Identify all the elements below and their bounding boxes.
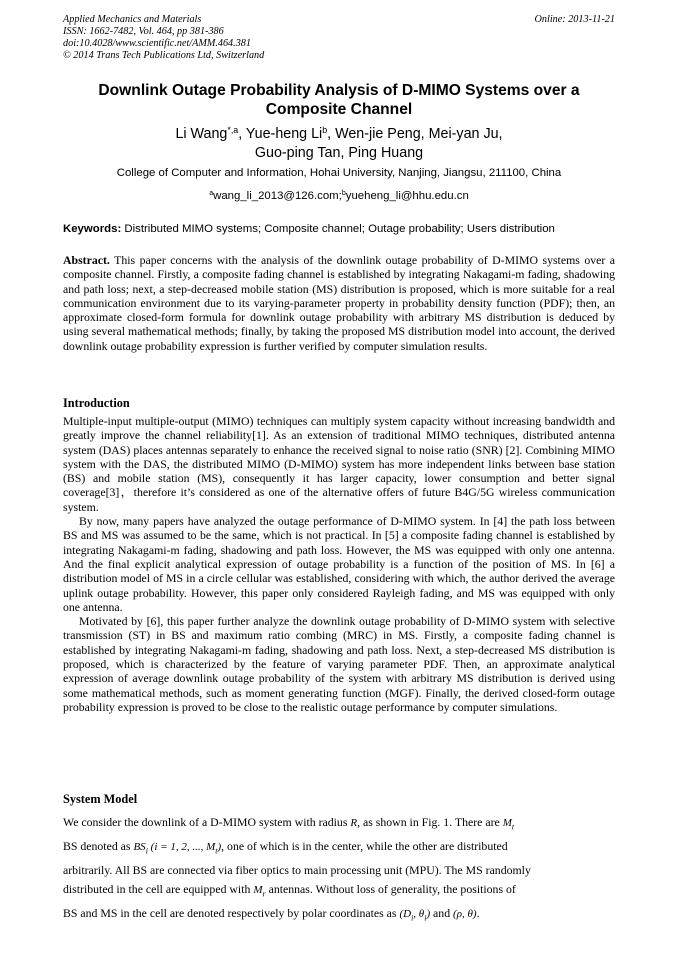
introduction-heading: Introduction: [63, 396, 130, 410]
email-b: yueheng_li@hhu.edu.cn: [345, 190, 469, 202]
mt-symbol: M: [502, 817, 512, 829]
paper-title: [63, 81, 615, 119]
affiliation: College of Computer and Information, Hohai University, Nanjing, Jiangsu, 211100, China: [116, 167, 562, 179]
keywords-text: Distributed MIMO systems; Composite channel; Outage probability; Users distribution: [121, 223, 555, 235]
sm-text-1b: , as shown in Fig. 1. There are: [357, 815, 503, 829]
journal-header: [63, 14, 615, 62]
bs-coord-end: ): [426, 908, 431, 921]
sm-and: and: [430, 906, 454, 921]
sm-text-2a: BS denoted as: [63, 838, 134, 853]
sm-period: .: [476, 906, 480, 921]
sm-text-2b: , one of which is in the center, while the other are distributed: [221, 838, 508, 853]
title-line-1: Downlink Outage Probability Analysis of D-MIMO Systems over a: [98, 82, 580, 99]
email-a: wang_li_2013@126.com;: [213, 190, 342, 202]
journal-issn: ISSN: 1662-7482, Vol. 464, pp 381-386: [63, 26, 224, 37]
sm-text-5a: BS and MS in the cell are denoted respectively by polar coordinates as: [63, 906, 400, 921]
email-a-mark: a: [209, 190, 214, 198]
journal-name: Applied Mechanics and Materials: [63, 14, 202, 25]
ms-coord: (ρ, θ): [453, 908, 477, 921]
sm-line-5: [63, 904, 615, 928]
bs-coord: (D: [399, 908, 412, 921]
sm-text-4a: distributed in the cell are equipped with: [63, 882, 254, 897]
mr-symbol: M: [253, 884, 263, 897]
keywords: [63, 222, 615, 236]
bs-index-range: (i = 1, 2, ..., M: [147, 840, 216, 853]
author-1-name: Li Wang: [175, 126, 228, 142]
keywords-label: Keywords:: [63, 223, 122, 235]
journal-copyright: © 2014 Trans Tech Publications Ltd, Switzerland: [63, 50, 265, 61]
abstract-text: This paper concerns with the analysis of the downlink outage probability of D-MIMO systems over a composite channel. Firstly, a composite fading channel is established by integrating Nakagami-m fading, shadowing and path loss; next, a step-decreased mobile station (MS) distribution is proposed, which is more suitable for a real communication environment due to its varying-parameter property in probability density function (PDF); then, an approximate closed-form formula for downlink outage probability with arbitrary MS distribution is deduced by using several mathematical methods; finally, by taking the proposed MS distribution model into account, the derived downlink outage probability expression is further verified by computer simulation results.: [63, 253, 615, 353]
sm-line-1: [63, 813, 615, 837]
intro-paragraph-3: Motivated by [6], this paper further analyze the downlink outage probability of D-MIMO system with selective transmission (ST) in BS and maximum ratio combing (MRC) in MS. Firstly, a composite fading channel is established by integrating Nakagami-m fading, shadowing and path loss. Next, a step-decreased MS distribution is proposed, which is characterized by the feature of varying parameter PDF. Then, an approximate analytical expression of average downlink outage probability of the system with arbitrary MS distribution is derived using some mathematical methods, such as moment generating function (MGF). Finally, the derived closed-form outage probability expression is proved to be close to the realistic outage performance by computer simulations.: [63, 614, 615, 714]
mr-subscript: r: [262, 889, 266, 899]
abstract-label: Abstract.: [63, 253, 110, 267]
bs-range-subscript: t: [215, 846, 218, 856]
author-emails: [63, 189, 615, 203]
email-b-mark: b: [341, 190, 346, 198]
radius-symbol: R: [350, 817, 358, 829]
intro-paragraph-1: Multiple-input multiple-output (MIMO) techniques can multiply system capacity without increasing bandwidth and greatly improve the channel reliability[1]. As an extension of traditional MIMO techniques, distributed antenna system (DAS) places antennas separately to enhance the received signal to noise ratio (SNR) [2]. Combining MIMO system with the DAS, the distributed MIMO (D-MIMO) system has more independent links between base station (BS) and mobile station (MS), consequently it has larger capacity, lower consumption and better signal coverage[3]，therefore it’s considered as one of the alternative offers of future B4G/5G wireless communication system.: [63, 414, 615, 514]
sm-line-2: [63, 837, 615, 861]
sm-line-3: arbitrarily. All BS are connected via fiber optics to main processing unit (MPU). The MS randomly: [63, 862, 531, 877]
author-list: [63, 125, 615, 163]
author-2-mark: b: [322, 125, 328, 136]
bs-subscript: i: [145, 846, 148, 856]
sm-line-4: [63, 880, 615, 904]
bs-coord-sub-1: i: [411, 913, 414, 923]
author-line-1-rest: , Wen-jie Peng, Mei-yan Ju,: [327, 126, 503, 142]
system-model-body: [63, 813, 615, 928]
online-date: Online: 2013-11-21: [534, 14, 615, 25]
author-line-2: Guo-ping Tan, Ping Huang: [254, 145, 424, 161]
abstract: [63, 253, 615, 353]
mt-subscript: t: [511, 822, 515, 832]
journal-doi: doi:10.4028/www.scientific.net/AMM.464.381: [63, 38, 251, 49]
abstract-paragraph: [63, 253, 615, 353]
author-2-name: , Yue-heng Li: [238, 126, 323, 142]
author-1-mark: *,a: [227, 125, 239, 136]
author-line-1: [63, 125, 615, 144]
introduction-body: [63, 414, 615, 714]
bs-range-close: ): [217, 840, 222, 853]
system-model-heading: System Model: [63, 792, 138, 806]
title-line-2: Composite Channel: [265, 101, 413, 118]
sm-text-1a: We consider the downlink of a D-MIMO system with radius: [63, 815, 351, 829]
sm-text-4b: antennas. Without loss of generality, the positions of: [265, 882, 516, 897]
bs-coord-mid: , θ: [413, 908, 425, 921]
bs-coord-sub-2: i: [424, 913, 427, 923]
bs-symbol: BS: [133, 840, 146, 853]
intro-paragraph-2: By now, many papers have analyzed the outage performance of D-MIMO system. In [4] the path loss between BS and MS was assumed to be the same, which is not practical. In [5] a composite fading channel is established by integrating Nakagami-m fading, shadowing and path loss. However, the MS was equipped with only one antenna. And the final explicit analytical expression of outage probability is a function of the position of MS. In [6] a distribution model of MS in a circle cellular was established, considering with which, the author derived the average uplink outage probability. However, this paper only considered Rayleigh fading, and MS was equipped with only one antenna.: [63, 514, 615, 614]
